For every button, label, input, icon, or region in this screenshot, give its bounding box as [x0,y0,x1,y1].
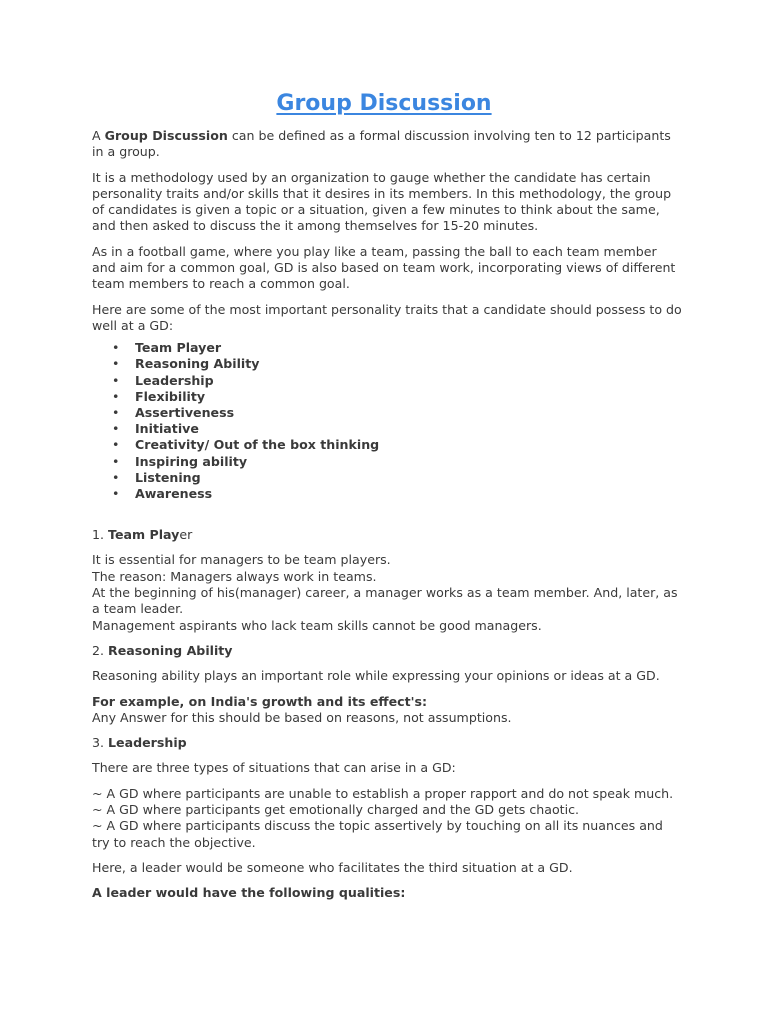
section2-example [92,694,682,727]
intro-prefix: A [92,128,105,143]
section3-heading [92,735,682,751]
page-title [0,89,768,119]
situation-line: ~ A GD where participants are unable to establish a proper rapport and do not speak much. [92,785,674,801]
situation-line: ~ A GD where participants get emotionally charged and the GD gets chaotic. [92,802,580,817]
intro-term: Group Discussion [104,128,228,143]
list-item: • Team Player [92,340,682,356]
section1-line: Management aspirants who lack team skills cannot be good managers. [92,617,542,633]
list-item: • Listening [92,470,682,486]
section1-heading-rest: er [179,527,193,543]
traits-list [92,340,682,502]
example-heading [92,694,682,710]
list-item: • Initiative [92,421,682,437]
situation-line: ~ A GD where participants discuss the topic assertively by touching on all its nuances and try to reach the objective. [92,818,663,850]
intro-rest: can be defined as a formal discussion involving ten to 12 participants in a group. [92,128,671,160]
list-item: • Flexibility [92,389,682,405]
list-item: • Assertiveness [92,405,682,421]
section2-heading [92,643,682,659]
leader-text: Here, a leader would be someone who facilitates the third situation at a GD. [92,859,573,875]
football-paragraph: As in a football game, where you play like a team, passing the ball to each team member and aim for a common goal, GD is also based on team work, incorporating views of different team members to reach a common goal. [92,243,676,292]
list-item: • Inspiring ability [92,454,682,470]
section1-heading [92,527,682,543]
method-paragraph: It is a methodology used by an organization to gauge whether the candidate has certain personality traits and/or skills that it desires in its members. In this methodology, the group of candidates is given a topic or a situation, given a few minutes to think about the same, and then asked to discuss the it among themselves for 15-20 minutes. [92,169,672,234]
list-item: • Awareness [92,486,682,502]
section3-number: 3. [92,735,109,751]
list-item: • Reasoning Ability [92,356,682,372]
situations-list [92,786,682,851]
document-body [92,128,682,910]
section2-heading-bold: Reasoning Ability [108,642,233,658]
section2-text: Reasoning ability plays an important role while expressing your opinions or ideas at a GD. [92,668,660,684]
section1-heading-bold: Team Play [108,527,180,543]
section3-text: There are three types of situations that can arise in a GD: [92,760,456,776]
list-item: • Leadership [92,373,682,389]
traits-intro-paragraph: Here are some of the most important personality traits that a candidate should possess to do well at a GD: [92,301,682,333]
section3-heading-bold: Leadership [108,735,187,751]
section1-line: The reason: Managers always work in teams. [92,568,377,584]
qualities-heading-text: A leader would have the following qualities: [92,885,406,901]
intro-paragraph [92,128,682,161]
qualities-heading [92,885,682,901]
list-item: • Creativity/ Out of the box thinking [92,437,682,453]
section1-body [92,552,682,633]
example-heading-text: For example, on India's growth and its effect's: [92,693,428,709]
example-text: Any Answer for this should be based on reasons, not assumptions. [92,709,512,725]
section1-line: At the beginning of his(manager) career, a manager works as a team member. And, later, as a team leader. [92,585,678,617]
page-title-text: Group Discussion [276,91,492,116]
section2-number: 2. [92,642,109,658]
section1-line: It is essential for managers to be team players. [92,552,391,568]
section1-number: 1. [92,527,109,543]
